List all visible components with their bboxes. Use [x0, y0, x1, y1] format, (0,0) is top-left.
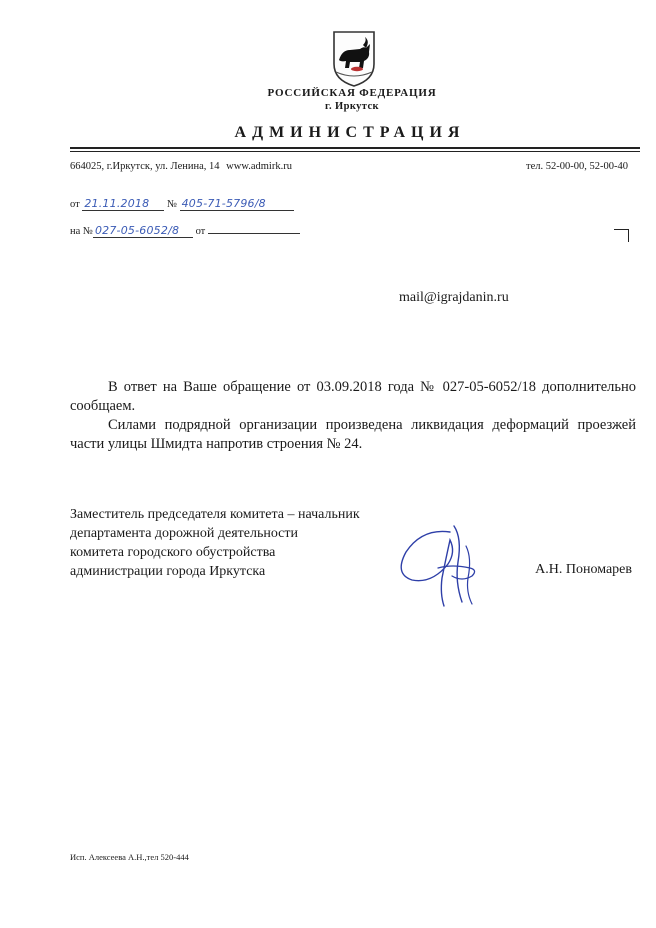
letter-body [70, 378, 636, 454]
number-label: № [166, 199, 177, 210]
outgoing-reference [70, 197, 294, 211]
reply-to-label: на № [70, 226, 93, 237]
phones-text: тел. 52-00-00, 52-00-40 [526, 161, 628, 172]
organization-title: АДМИНИСТРАЦИЯ [234, 124, 466, 141]
outgoing-date-field: 21.11.2018 [82, 197, 164, 211]
address-text: 664025, г.Иркутск, ул. Ленина, 14 [70, 161, 220, 172]
from-label: от [70, 199, 80, 210]
signer-position-line: администрации города Иркутска [70, 564, 266, 579]
address-corner-mark [614, 229, 629, 242]
incoming-reference [70, 223, 300, 238]
body-paragraph-2: Силами подрядной организации произведена ликвидация деформаций проезжей части улицы Шмидта напротив строения № 24. [70, 417, 636, 452]
outgoing-number-field: 405-71-5796/8 [180, 197, 294, 211]
body-paragraph-1: В ответ на Ваше обращение от 03.09.2018 года № 027-05-6052/18 дополнительно сообщаем. [70, 379, 636, 414]
website-text: www.admirk.ru [226, 161, 292, 172]
header-divider-thick [70, 147, 640, 149]
signer-position-line: департамента дорожной деятельности [70, 526, 299, 541]
executor-note: Исп. Алексеева А.Н.,тел 520-444 [70, 852, 189, 862]
recipient-email: mail@igrajdanin.ru [399, 290, 509, 305]
incoming-number-field: 027-05-6052/8 [93, 224, 193, 238]
reply-date-blank [208, 223, 300, 234]
signer-position [70, 505, 360, 581]
contact-address-block [70, 161, 296, 172]
signer-position-line: Заместитель председателя комитета – начальник [70, 507, 360, 522]
signer-name: А.Н. Пономарев [535, 562, 632, 577]
country-name: РОССИЙСКАЯ ФЕДЕРАЦИЯ [267, 87, 437, 99]
city-name: г. Иркутск [325, 101, 379, 112]
header-divider-thin [70, 151, 640, 152]
coat-of-arms-icon [330, 28, 378, 88]
handwritten-signature [392, 518, 492, 610]
signer-position-line: комитета городского обустройства [70, 545, 276, 560]
reply-date-label: от [195, 226, 206, 237]
